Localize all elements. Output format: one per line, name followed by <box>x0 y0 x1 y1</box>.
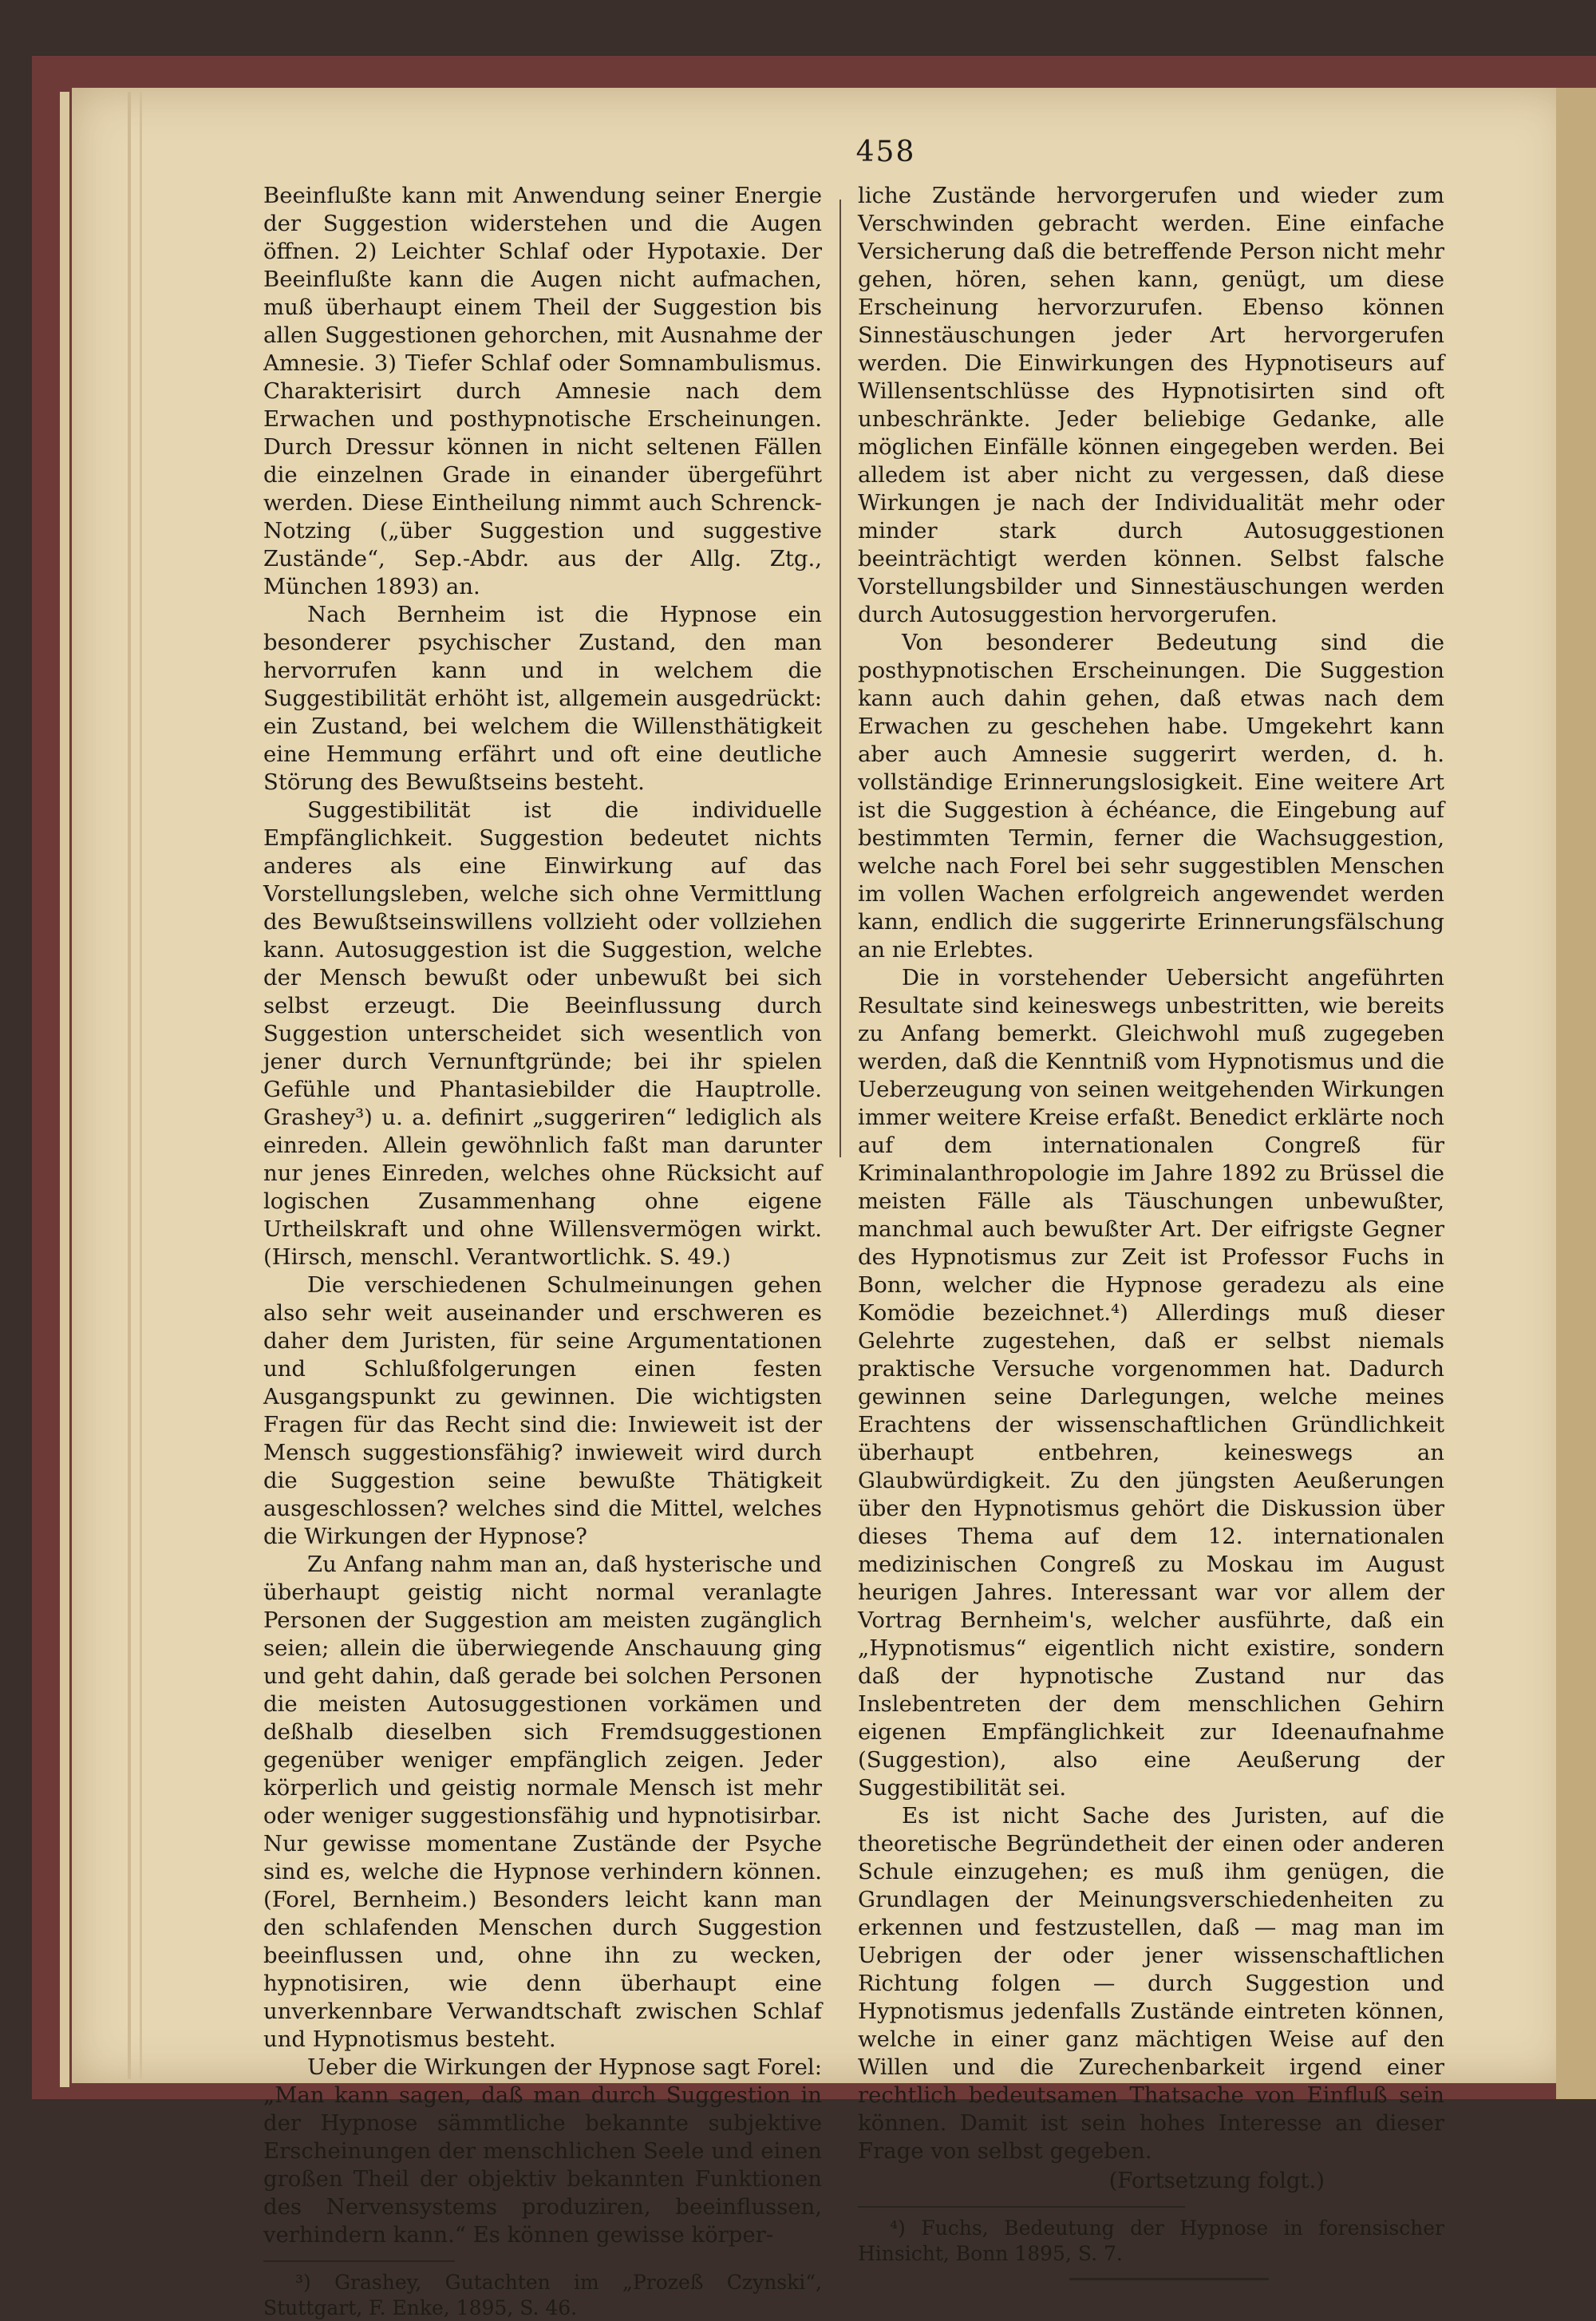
page-edge-line <box>128 92 131 2079</box>
page-content <box>263 136 1444 2319</box>
footnote-rule <box>263 2260 455 2262</box>
footnote-rule <box>858 2206 1185 2208</box>
paragraph: Die verschiedenen Schulmeinungen gehen also sehr weit auseinander und erschweren es daher dem Juristen, für seine Argumentationen und Schlußfolgerungen einen festen Ausgangspunkt zu gewinnen. Die wichtigsten Fragen für das Recht sind die: Inwieweit ist der Mensch suggestionsfähig? inwieweit wird durch die Suggestion seine bewußte Thätigkeit ausgeschlossen? welches sind die Mittel, welches die Wirkungen der Hypnose? <box>263 1272 822 1549</box>
book-gutter <box>1556 88 1596 2099</box>
page-number: 458 <box>855 136 916 168</box>
paragraph: Ueber die Wirkungen der Hypnose sagt Forel: „Man kann sagen, daß man durch Suggestion in der Hypnose sämmtliche bekannte subjektive Erscheinungen der menschlichen Seele und einen großen Theil der objektiv bekannten Funktionen des Nervensystems produziren, beeinflussen, verhindern kann.“ Es können gewisse körper- <box>263 2054 822 2248</box>
paragraph: Suggestibilität ist die individuelle Empfänglichkeit. Suggestion bedeutet nichts anderes als eine Einwirkung auf das Vorstellungsleben, welche sich ohne Vermittlung des Bewußtseinswillens vollzieht oder vollziehen kann. Autosuggestion ist die Suggestion, welche der Mensch bewußt oder unbewußt bei sich selbst erzeugt. Die Beeinflussung durch Suggestion unterscheidet sich wesentlich von jener durch Vernunftgründe; bei ihr spielen Gefühle und Phantasiebilder die Hauptrolle. Grashey³) u. a. definirt „suggeriren“ lediglich als einreden. Allein gewöhnlich faßt man darunter nur jenes Einreden, welches ohne Rücksicht auf logischen Zusammenhang ohne eigene Urtheilskraft und ohne Willensvermögen wirkt. (Hirsch, menschl. Verantwortlichk. S. 49.) <box>263 797 822 1270</box>
column-divider <box>839 200 841 1157</box>
paragraph: Nach Bernheim ist die Hypnose ein besonderer psychischer Zustand, den man hervorrufen kann und in welchem die Suggestibilität erhöht ist, allgemein ausgedrückt: ein Zustand, bei welchem die Willensthätigkeit eine Hemmung erfährt und oft eine deutliche Störung des Bewußtseins besteht. <box>263 602 822 795</box>
paragraph: liche Zustände hervorgerufen und wieder zum Verschwinden gebracht werden. Eine einfache Versicherung daß die betreffende Person nicht mehr gehen, hören, sehen kann, genügt, um diese Erscheinung hervorzurufen. Ebenso können Sinnestäuschungen jeder Art hervorgerufen werden. Die Einwirkungen des Hypnotiseurs auf Willensentschlüsse des Hypnotisirten sind oft unbeschränkte. Jeder beliebige Gedanke, alle möglichen Einfälle können eingegeben werden. Bei alledem ist aber nicht zu vergessen, daß diese Wirkungen je nach der Individualität mehr oder minder stark durch Autosuggestionen beeinträchtigt werden können. Selbst falsche Vorstellungsbilder und Sinnestäuschungen werden durch Autosuggestion hervorgerufen. <box>858 183 1444 627</box>
paragraph: Zu Anfang nahm man an, daß hysterische und überhaupt geistig nicht normal veranlagte Personen der Suggestion am meisten zugänglich seien; allein die überwiegende Anschauung ging und geht dahin, daß gerade bei solchen Personen die meisten Autosuggestionen vorkämen und deßhalb dieselben sich Fremdsuggestionen gegenüber weniger empfänglich zeigen. Jeder körperlich und geistig normale Mensch ist mehr oder weniger suggestionsfähig und hypnotisirbar. Nur gewisse momentane Zustände der Psyche sind es, welche die Hypnose verhindern können. (Forel, Bernheim.) Besonders leicht kann man den schlafenden Menschen durch Suggestion beeinflussen und, ohne ihn zu wecken, hypnotisiren, wie denn überhaupt eine unverkennbare Verwandtschaft zwischen Schlaf und Hypnotismus besteht. <box>263 1552 822 2052</box>
paragraph: Von besonderer Bedeutung sind die posthypnotischen Erscheinungen. Die Suggestion kann auch dahin gehen, daß etwas nach dem Erwachen zu geschehen habe. Umgekehrt kann aber auch Amnesie suggerirt werden, d. h. vollständige Erinnerungslosigkeit. Eine weitere Art ist die Suggestion à échéance, die Eingebung auf bestimmten Termin, ferner die Wachsuggestion, welche nach Forel bei sehr suggestiblen Menschen im vollen Wachen erfolgreich angewendet werden kann, endlich die suggerirte Erinnerungsfälschung an nie Erlebtes. <box>858 630 1444 963</box>
paragraph: Beeinflußte kann mit Anwendung seiner Energie der Suggestion widerstehen und die Augen öffnen. 2) Leichter Schlaf oder Hypotaxie. Der Beeinflußte kann die Augen nicht aufmachen, muß überhaupt einem Theil der Suggestion bis allen Suggestionen gehorchen, mit Ausnahme der Amnesie. 3) Tiefer Schlaf oder Somnambulismus. Charakterisirt durch Amnesie nach dem Erwachen und posthypnotische Erscheinungen. Durch Dressur können in nicht seltenen Fällen die einzelnen Grade in einander übergeführt werden. Diese Eintheilung nimmt auch Schrenck-Notzing („über Suggestion und suggestive Zustände“, Sep.-Abdr. aus der Allg. Ztg., München 1893) an. <box>263 183 822 599</box>
right-column <box>858 182 1444 2280</box>
left-column <box>263 182 822 2321</box>
footnote: ⁴) Fuchs, Bedeutung der Hypnose in forensischer Hinsicht, Bonn 1895, S. 7. <box>858 2216 1444 2265</box>
end-rule <box>1069 2278 1269 2280</box>
footnote: ³) Grashey, Gutachten im „Prozeß Czynski“, Stuttgart, F. Enke, 1895, S. 46. <box>263 2271 822 2319</box>
paragraph: Es ist nicht Sache des Juristen, auf die theoretische Begründetheit der einen oder anderen Schule einzugehen; es muß ihm genügen, die Grundlagen der Meinungsverschiedenheiten zu erkennen und festzustellen, daß — mag man im Uebrigen der oder jener wissenschaftlichen Richtung folgen — durch Suggestion und Hypnotismus jedenfalls Zustände eintreten können, welche in einer ganz mächtigen Weise auf den Willen und die Zurechenbarkeit irgend einer rechtlich bedeutsamen Thatsache von Einfluß sein können. Damit ist sein hohes Interesse an dieser Frage von selbst gegeben. <box>858 1803 1444 2164</box>
page-edge <box>60 92 69 2087</box>
continuation-note: (Fortsetzung folgt.) <box>1108 2168 1325 2193</box>
page-edge-line <box>140 92 142 2079</box>
paragraph: Die in vorstehender Uebersicht angeführten Resultate sind keineswegs unbestritten, wie bereits zu Anfang bemerkt. Gleichwohl muß zugegeben werden, daß die Kenntniß vom Hypnotismus und die Ueberzeugung von seinen weitgehenden Wirkungen immer weitere Kreise erfaßt. Benedict erklärte noch auf dem internationalen Congreß für Kriminalanthropologie im Jahre 1892 zu Brüssel die meisten Fälle als Täuschungen unbewußter, manchmal auch bewußter Art. Der eifrigste Gegner des Hypnotismus zur Zeit ist Professor Fuchs in Bonn, welcher die Hypnose geradezu als eine Komödie bezeichnet.⁴) Allerdings muß dieser Gelehrte zugestehen, daß er selbst niemals praktische Versuche vorgenommen hat. Dadurch gewinnen seine Darlegungen, welche meines Erachtens der wissenschaftlichen Gründlichkeit überhaupt entbehren, keineswegs an Glaubwürdigkeit. Zu den jüngsten Aeußerungen über den Hypnotismus gehört die Diskussion über dieses Thema auf dem 12. internationalen medizinischen Congreß zu Moskau im August heurigen Jahres. Interessant war vor allem der Vortrag Bernheim's, welcher ausführte, daß ein „Hypnotismus“ eigentlich nicht existire, sondern daß der hypnotische Zustand nur das Inslebentreten der dem menschlichen Gehirn eigenen Empfänglichkeit zur Ideenaufnahme (Suggestion), also eine Aeußerung der Suggestibilität sei. <box>858 965 1444 1801</box>
